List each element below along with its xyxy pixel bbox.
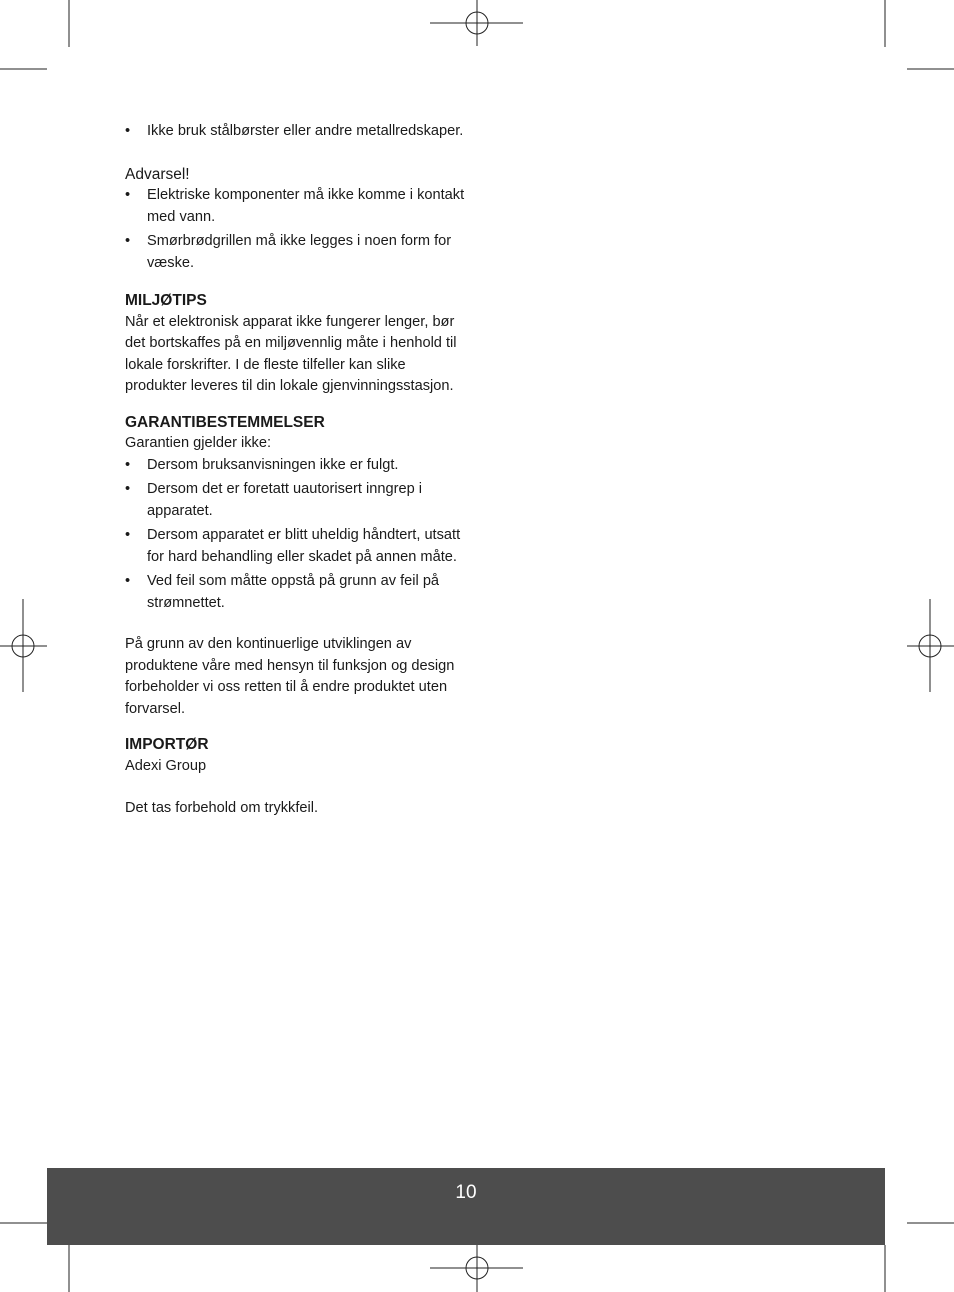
list-item: • Dersom apparatet er blitt uheldig håndtert, utsatt for hard behandling eller skadet på annen måte.: [125, 525, 470, 568]
importer-name: Adexi Group: [125, 757, 207, 774]
list-item: • Dersom det er foretatt uautorisert inngrep i apparatet.: [125, 479, 470, 522]
warning-title: Advarsel!: [125, 165, 190, 183]
warranty-list: [125, 455, 470, 615]
list-item: • Ikke bruk stålbørster eller andre metallredskaper.: [125, 121, 470, 143]
importer-heading: IMPORTØR: [125, 736, 209, 753]
product-change-note: På grunn av den kontinuerlige utviklingen av produktene våre med hensyn til funksjon og design forbeholder vi oss retten til å endre produktet uten forvarsel.: [125, 636, 455, 717]
list-item: • Dersom bruksanvisningen ikke er fulgt.: [125, 455, 470, 477]
environment-text: Når et elektronisk apparat ikke fungerer lenger, bør det bortskaffes på en miljøvennlig måte i henhold til lokale forskrifter. I de fleste tilfeller kan slike produkter leveres til din lokale gjenvinningsstasjon.: [125, 313, 457, 394]
warranty-heading: GARANTIBESTEMMELSER: [125, 413, 325, 431]
warning-list: [125, 185, 470, 274]
print-disclaimer: Det tas forbehold om trykkfeil.: [125, 800, 319, 816]
list-item: • Elektriske komponenter må ikke komme i kontakt med vann.: [125, 185, 470, 228]
warranty-intro: Garantien gjelder ikke:: [125, 435, 272, 451]
cleaning-list: [125, 121, 470, 143]
document-content: [125, 121, 470, 820]
environment-heading: MILJØTIPS: [125, 292, 207, 309]
list-item: • Smørbrødgrillen må ikke legges i noen form for væske.: [125, 231, 470, 274]
footer-bar: [47, 1168, 885, 1245]
list-item: • Ved feil som måtte oppstå på grunn av feil på strømnettet.: [125, 571, 470, 614]
page-number: 10: [455, 1182, 477, 1203]
